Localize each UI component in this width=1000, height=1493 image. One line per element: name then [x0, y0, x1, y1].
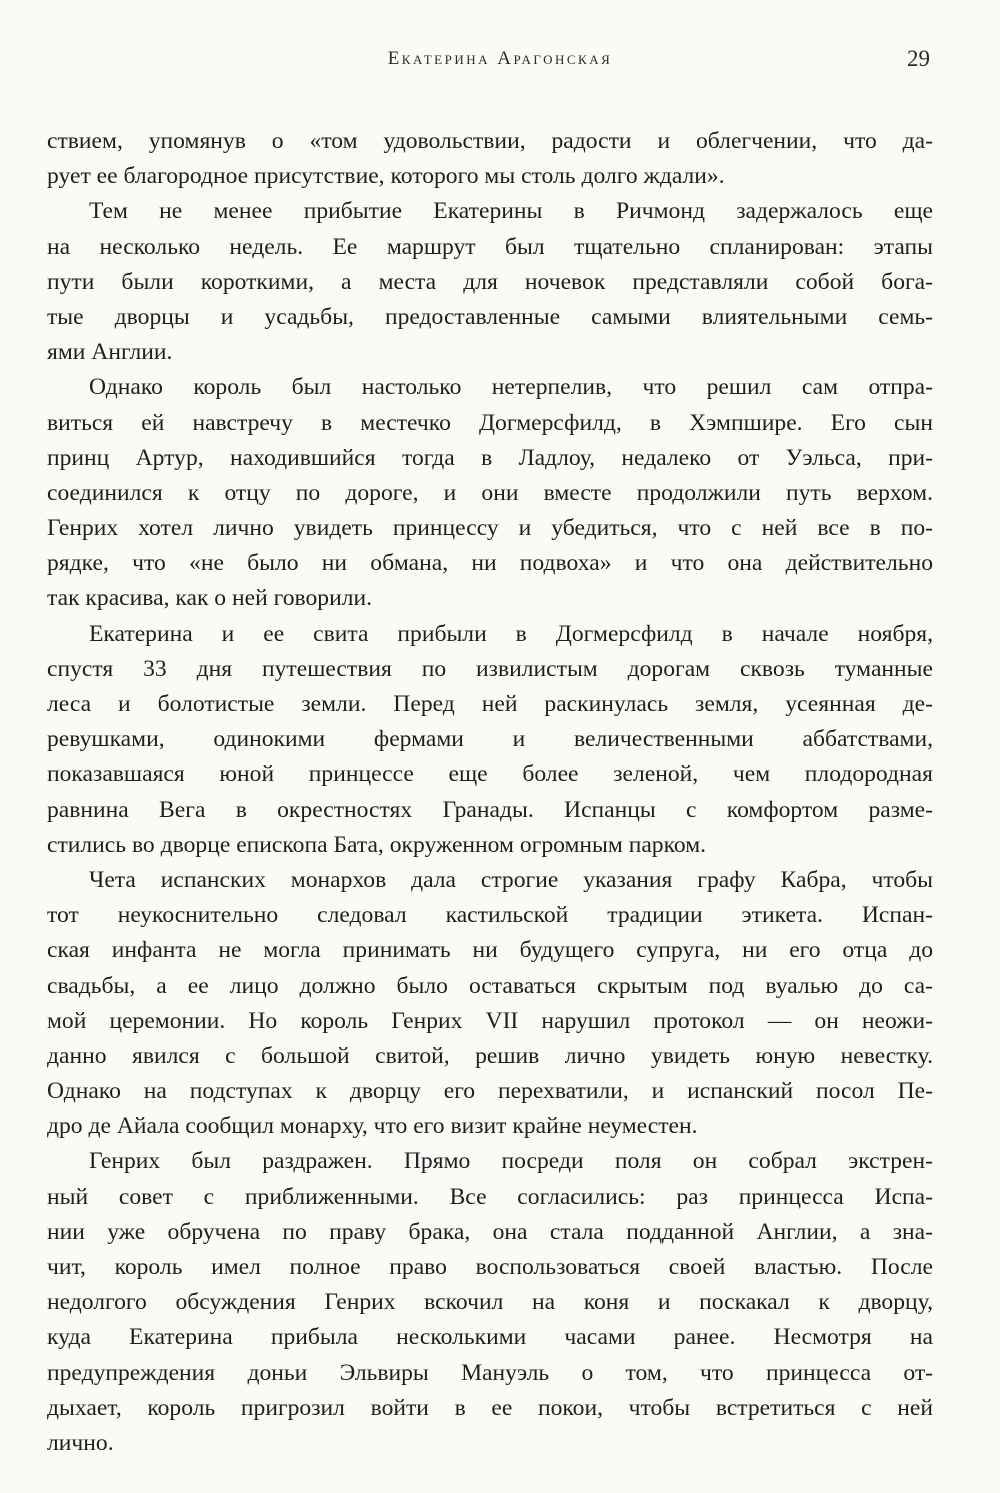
text-line: Однако король был настолько нетерпелив, что решил сам отпра- — [89, 374, 933, 401]
text-line: данно явился с большой свитой, решив лично увидеть юную невестку. — [47, 1042, 933, 1069]
text-line: рядке, что «не было ни обмана, ни подвоха» и что она действительно — [47, 550, 933, 577]
body-text — [47, 124, 933, 1461]
text-line: принц Артур, находившийся тогда в Ладлоу, недалеко от Уэльса, при- — [47, 444, 933, 471]
paragraph — [47, 863, 933, 1145]
text-line: ный совет с приближенными. Все согласились: раз принцесса Испа- — [47, 1183, 933, 1210]
text-line: мой церемонии. Но король Генрих VII нарушил протокол — он неожи- — [47, 1007, 933, 1034]
paragraph — [47, 194, 933, 370]
text-line: Генрих был раздражен. Прямо посреди поля он собрал экстрен- — [89, 1148, 933, 1175]
text-line: виться ей навстречу в местечко Догмерсфилд, в Хэмпшире. Его сын — [47, 409, 933, 436]
text-line: Екатерина и ее свита прибыли в Догмерсфилд в начале ноября, — [89, 620, 933, 647]
text-line: ревушками, одинокими фермами и величественными аббатствами, — [47, 726, 933, 753]
text-line: чит, король имел полное право воспользоваться своей властью. После — [47, 1254, 933, 1280]
text-line: дро де Айала сообщил монарху, что его визит крайне неуместен. — [47, 1113, 698, 1140]
text-line: куда Екатерина прибыла несколькими часами ранее. Несмотря на — [47, 1324, 933, 1351]
text-line: тот неукоснительно следовал кастильской традиции этикета. Испан- — [47, 902, 933, 929]
paragraph — [47, 124, 933, 194]
text-line: ями Англии. — [47, 339, 173, 366]
running-title: Екатерина Арагонская — [387, 48, 613, 69]
paragraph — [47, 617, 933, 863]
text-line: Чета испанских монархов дала строгие указания графу Кабра, чтобы — [89, 866, 933, 893]
text-line: леса и болотистые земли. Перед ней раскинулась земля, усеянная де- — [47, 691, 933, 717]
text-line: ствием, упомянув о «том удовольствии, радости и облегчении, что да- — [47, 128, 933, 154]
page-number: 29 — [907, 46, 930, 71]
text-line: стились во дворце епископа Бата, окруженном огромным парком. — [47, 831, 707, 858]
text-line: лично. — [47, 1429, 114, 1456]
text-line: так красива, как о ней говорили. — [47, 585, 373, 612]
text-line: пути были короткими, а места для ночевок представляли собой бога- — [47, 268, 933, 295]
text-line: рует ее благородное присутствие, которого мы столь долго ждали». — [47, 163, 725, 190]
text-line: ская инфанта не могла принимать ни будущего супруга, ни его отца до — [47, 937, 933, 964]
text-line: тые дворцы и усадьбы, предоставленные самыми влиятельными семь- — [47, 303, 933, 330]
text-line: Тем не менее прибытие Екатерины в Ричмонд задержалось еще — [89, 198, 933, 225]
text-line: спустя 33 дня путешествия по извилистым дорогам сквозь туманные — [47, 655, 933, 682]
text-line: равнина Вега в окрестностях Гранады. Испанцы с комфортом разме- — [47, 796, 933, 823]
text-line: Генрих хотел лично увидеть принцессу и убедиться, что с ней все в по- — [47, 515, 933, 542]
text-line: на несколько недель. Ее маршрут был тщательно спланирован: этапы — [47, 233, 933, 260]
text-line: Однако на подступах к дворцу его перехватили, и испанский посол Пе- — [47, 1078, 933, 1105]
text-line: соединился к отцу по дороге, и они вместе продолжили путь верхом. — [47, 479, 933, 506]
running-head — [0, 48, 1000, 78]
text-line: дыхает, король пригрозил войти в ее покои, чтобы встретиться с ней — [47, 1394, 933, 1421]
text-line: недолгого обсуждения Генрих вскочил на коня и поскакал к дворцу, — [47, 1289, 933, 1316]
text-line: нии уже обручена по праву брака, она стала подданной Англии, а зна- — [47, 1218, 933, 1245]
text-line: предупреждения доньи Эльвиры Мануэль о том, что принцесса от- — [47, 1359, 933, 1386]
text-line: свадьбы, а ее лицо должно было оставаться скрытым под вуалью до са- — [47, 972, 933, 999]
paragraph — [47, 370, 933, 616]
text-line: показавшаяся юной принцессе еще более зеленой, чем плодородная — [47, 761, 933, 788]
paragraph — [47, 1144, 933, 1461]
